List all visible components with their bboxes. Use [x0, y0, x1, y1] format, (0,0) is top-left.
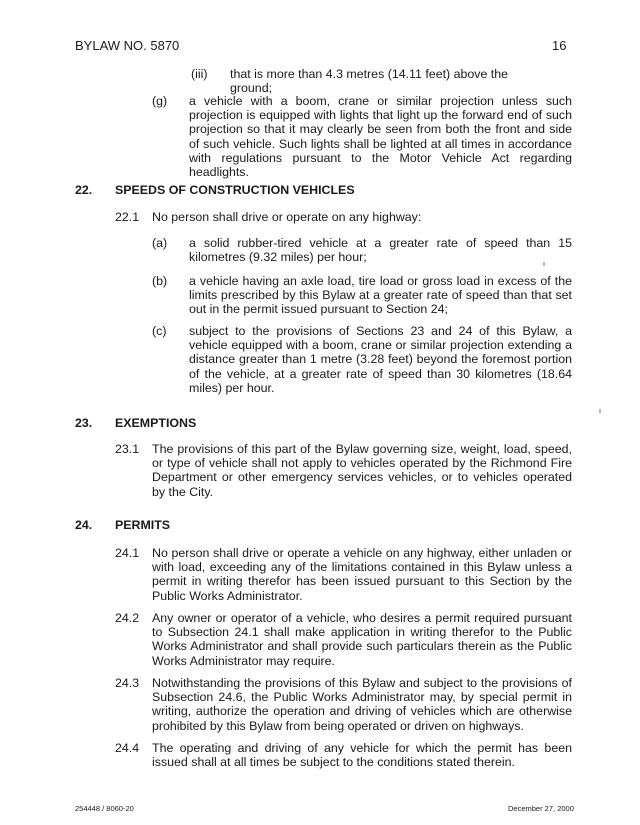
- section-22-number: 22.: [75, 183, 93, 197]
- section-22-title: SPEEDS OF CONSTRUCTION VEHICLES: [115, 183, 355, 197]
- subsection-23-1-text: The provisions of this part of the Bylaw governing size, weight, load, speed, or type of vehicle shall not apply to vehicles operated by the Richmond Fire Department or other emergency services vehicles, or to vehicles operated by the City.: [152, 442, 572, 499]
- subsection-24-3-text: Notwithstanding the provisions of this Bylaw and subject to the provisions of Subsection 24.6, the Public Works Administrator may, by special permit in writing, authorize the operation and driving of vehicles which are otherwise prohibited by this Bylaw from being operated or driven on highways.: [152, 676, 572, 733]
- item-label-a: (a): [152, 236, 168, 250]
- subsection-24-2-text: Any owner or operator of a vehicle, who desires a permit required pursuant to Subsection 24.1 shall make application in writing therefor to the Public Works Administrator and shall provide such particulars therein as the Public Works Administrator may require.: [152, 611, 572, 668]
- subsection-24-1-number: 24.1: [115, 546, 140, 560]
- item-label-b: (b): [152, 274, 168, 288]
- item-text-c: subject to the provisions of Sections 23 and 24 of this Bylaw, a vehicle equipped with a boom, crane or similar projection extending a distance greater than 1 metre (3.28 feet) beyond the foremost portion of the vehicle, at a greater rate of speed than 30 kilometres (18.64 miles) per hour.: [189, 324, 572, 395]
- document-date: December 27, 2000: [508, 804, 574, 813]
- subsection-24-2-number: 24.2: [115, 611, 140, 625]
- section-24-title: PERMITS: [115, 518, 171, 532]
- scan-speck: [543, 262, 545, 266]
- subsection-24-1-text: No person shall drive or operate a vehicle on any highway, either unladen or with load, exceeding any of the limitations contained in this Bylaw unless a permit in writing therefor has been issued pursuant to this Section by the Public Works Administrator.: [152, 546, 572, 603]
- item-label-g: (g): [152, 94, 168, 108]
- subsection-24-3-number: 24.3: [115, 676, 140, 690]
- item-text-g: a vehicle with a boom, crane or similar projection unless such projection is equipped with lights that light up the forward end of such projection so that it may clearly be seen from both the front and side of such vehicle. Such lights shall be lighted at all times in accordance with regulations pursuant to the Motor Vehicle Act regarding headlights.: [189, 94, 572, 180]
- subsection-23-1-number: 23.1: [115, 442, 140, 456]
- page-number: 16: [552, 38, 567, 53]
- subsection-24-4-text: The operating and driving of any vehicle for which the permit has been issued shall at all times be subject to the conditions stated therein.: [152, 741, 572, 770]
- subsection-24-4-number: 24.4: [115, 741, 140, 755]
- item-label-c: (c): [152, 324, 167, 338]
- scan-speck: [599, 409, 601, 413]
- section-23-number: 23.: [75, 416, 93, 430]
- item-text-iii: that is more than 4.3 metres (14.11 feet) above the ground;: [230, 67, 509, 96]
- item-text-a: a solid rubber-tired vehicle at a greater rate of speed than 15 kilometres (9.32 miles) per hour;: [189, 236, 572, 265]
- section-23-title: EXEMPTIONS: [115, 416, 197, 430]
- document-reference: 254448 / 8060-20: [75, 804, 134, 813]
- bylaw-number-header: BYLAW NO. 5870: [75, 38, 180, 53]
- subsection-22-1-number: 22.1: [115, 210, 140, 224]
- subsection-22-1-text: No person shall drive or operate on any highway:: [152, 210, 422, 224]
- item-text-b: a vehicle having an axle load, tire load or gross load in excess of the limits prescribed by this Bylaw at a greater rate of speed than that set out in the permit issued pursuant to Section 24;: [189, 274, 572, 317]
- item-label-iii: (iii): [191, 67, 208, 81]
- section-24-number: 24.: [75, 518, 93, 532]
